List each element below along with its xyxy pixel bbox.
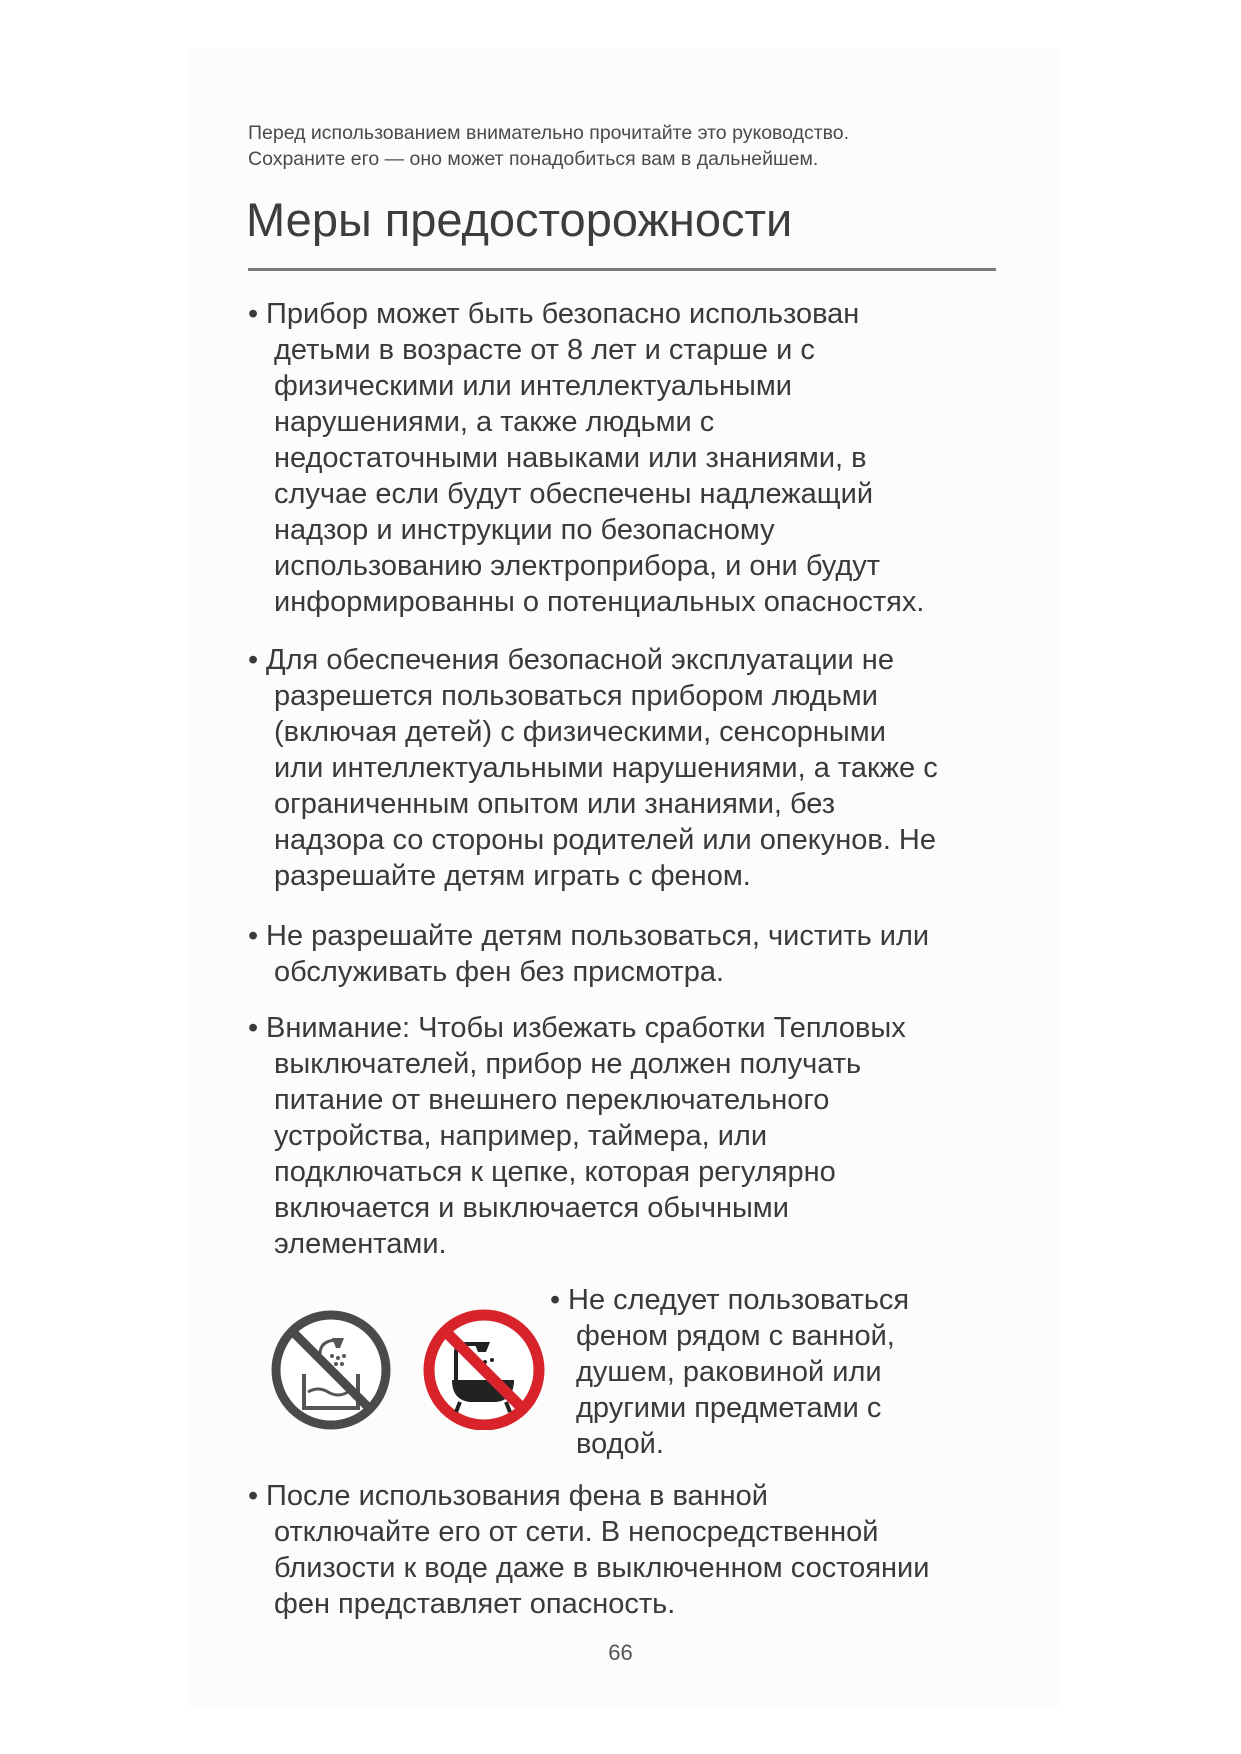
bullet-line: надзор и инструкции по безопасному — [274, 514, 775, 546]
bullet-line: элементами. — [274, 1228, 447, 1260]
bullet-line: надзора со стороны родителей или опекунов. Не — [274, 824, 937, 856]
bullet-line: феном рядом с ванной, — [576, 1320, 895, 1352]
bullet-item — [248, 1478, 929, 1622]
bullet-item — [248, 1010, 906, 1262]
bullet-line: физическими или интеллектуальными — [274, 370, 793, 402]
bullet-line: случае если будут обеспечены надлежащий — [274, 478, 874, 510]
bullet-line: выключателей, прибор не должен получать — [274, 1048, 862, 1080]
warning-pictograms — [266, 1300, 556, 1430]
intro-line: Сохраните его — оно может понадобиться вам в дальнейшем. — [248, 148, 819, 170]
bullet-line: разрешайте детям играть с феном. — [274, 860, 751, 892]
page-title: Меры предосторожности — [246, 193, 793, 246]
bullet-line: подключаться к цепке, которая регулярно — [274, 1156, 836, 1188]
bullet-line: нарушениями, а также людьми с — [274, 406, 715, 438]
intro-note — [248, 120, 849, 172]
no-bath-shower-gray-icon — [276, 1315, 386, 1425]
bullet-dot: • — [248, 644, 259, 676]
pictogram-svg — [266, 1300, 556, 1430]
bullet-line: Прибор может быть безопасно использован — [266, 298, 860, 330]
bullet-dot: • — [550, 1284, 561, 1316]
bullet-line: Внимание: Чтобы избежать сработки Тепловых — [266, 1012, 906, 1044]
bullet-line: питание от внешнего переключательного — [274, 1084, 830, 1116]
bullet-line: (включая детей) с физическими, сенсорными — [274, 716, 886, 748]
bullet-line: другими предметами с — [576, 1392, 882, 1424]
bullet-line: недостаточными навыками или знаниями, в — [274, 442, 867, 474]
title-divider — [248, 268, 996, 271]
bullet-line: разрешется пользоваться прибором людьми — [274, 680, 878, 712]
bullet-dot: • — [248, 1012, 259, 1044]
bullet-line: душем, раковиной или — [576, 1356, 882, 1388]
bullet-line: Не следует пользоваться — [568, 1284, 910, 1316]
bullet-line: информированны о потенциальных опасностях. — [274, 586, 925, 618]
bullet-item — [248, 296, 924, 620]
bullet-line: или интеллектуальными нарушениями, а также с — [274, 752, 938, 784]
bullet-line: обслуживать фен без присмотра. — [274, 956, 725, 988]
bullet-item — [248, 918, 929, 990]
bullet-line: детьми в возрасте от 8 лет и старше и с — [274, 334, 815, 366]
bullet-line: отключайте его от сети. В непосредственной — [274, 1516, 879, 1548]
bullet-dot: • — [248, 1480, 259, 1512]
bullet-line: Для обеспечения безопасной эксплуатации не — [266, 644, 894, 676]
bullet-line: водой. — [576, 1428, 664, 1460]
bullet-dot: • — [248, 298, 259, 330]
no-bathtub-red-icon — [429, 1315, 539, 1425]
bullet-line: использованию электроприбора, и они будут — [274, 550, 881, 582]
bullet-line: устройства, например, таймера, или — [274, 1120, 768, 1152]
bullet-line: фен представляет опасность. — [274, 1588, 676, 1620]
bullet-line: ограниченным опытом или знаниями, без — [274, 788, 836, 820]
bullet-line: близости к воде даже в выключенном состоянии — [274, 1552, 930, 1584]
bullet-dot: • — [248, 920, 259, 952]
bullet-line: Не разрешайте детям пользоваться, чистить или — [266, 920, 930, 952]
bullet-line: включается и выключается обычными — [274, 1192, 789, 1224]
bullet-item — [550, 1282, 909, 1462]
bullet-item — [248, 642, 938, 894]
bullet-line: После использования фена в ванной — [266, 1480, 769, 1512]
intro-line: Перед использованием внимательно прочитайте это руководство. — [248, 122, 850, 144]
page-number: 66 — [608, 1640, 633, 1665]
